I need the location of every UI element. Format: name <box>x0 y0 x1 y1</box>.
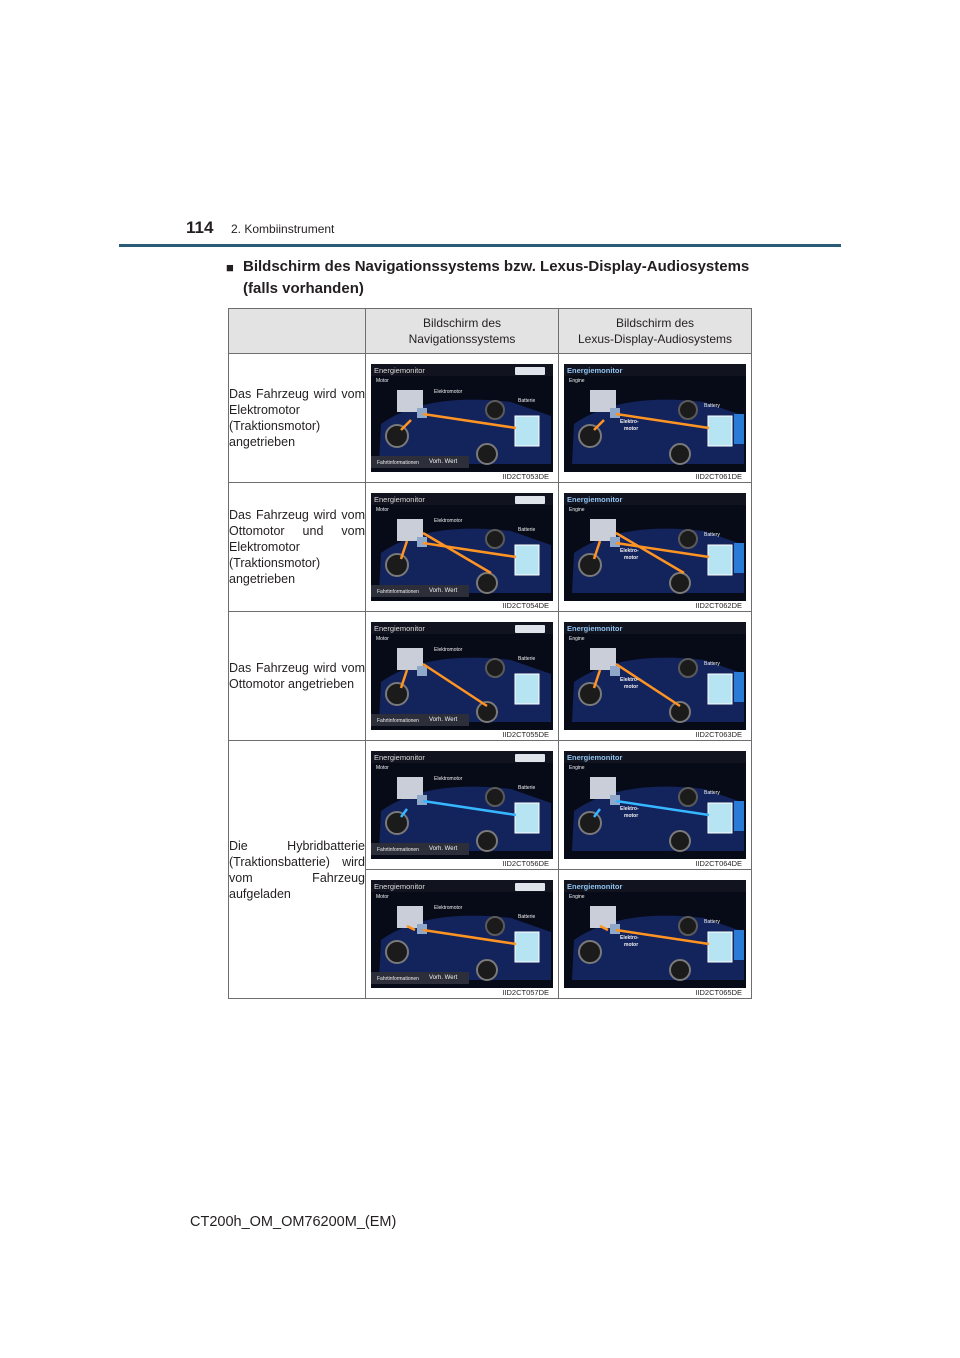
screen-title: Energiemonitor <box>567 366 623 375</box>
previous-value-button: Vorh. Wert <box>429 717 458 723</box>
lexus-energy-monitor-screenshot <box>564 493 746 610</box>
engine-label: Motor <box>376 894 389 900</box>
front-wheel-icon <box>579 941 601 963</box>
side-scroll-tab-icon <box>734 414 744 444</box>
screen-title: Energiemonitor <box>567 624 623 633</box>
image-code: IID2CT053DE <box>502 472 549 481</box>
section-heading-text: Bildschirm des Navigationssystems bzw. Lexus-Display-Audiosystems (falls vorhanden) <box>243 258 750 297</box>
nav-screenshot-cell <box>366 483 559 612</box>
motor-label-line2: motor <box>624 942 639 948</box>
motor-label: Elektromotor <box>434 389 463 395</box>
page-number: 114 <box>186 218 214 237</box>
image-code: IID2CT055DE <box>502 730 549 739</box>
table-header-row <box>229 309 752 354</box>
motor-icon <box>417 795 427 805</box>
document-id-footer: CT200h_OM_OM76200M_(EM) <box>190 1214 397 1230</box>
nav-energy-monitor-screenshot <box>371 751 553 868</box>
motor-icon <box>417 924 427 934</box>
image-code: IID2CT054DE <box>502 601 549 610</box>
header-rule <box>119 244 841 247</box>
front-wheel-icon <box>386 683 408 705</box>
previous-value-button: Vorh. Wert <box>429 588 458 594</box>
table-header-lexus-line2: Lexus-Display-Audiosystems <box>577 332 733 346</box>
lexus-screenshot-cell <box>559 483 752 612</box>
motor-label: Elektromotor <box>434 776 463 782</box>
energy-monitor-graphic <box>564 364 746 472</box>
energy-monitor-graphic <box>371 880 553 988</box>
rear-upper-wheel-icon <box>486 788 504 806</box>
image-code: IID2CT062DE <box>695 601 742 610</box>
motor-icon <box>610 795 620 805</box>
screen-title: Energiemonitor <box>374 495 425 504</box>
image-code: IID2CT065DE <box>695 988 742 997</box>
rear-wheel-icon <box>477 573 497 593</box>
table-header-nav-line1: Bildschirm des <box>422 316 502 330</box>
battery-icon <box>708 545 732 575</box>
rear-upper-wheel-icon <box>679 659 697 677</box>
back-button-icon <box>515 625 545 633</box>
nav-screenshot-cell <box>366 354 559 483</box>
screen-title: Energiemonitor <box>374 882 425 891</box>
screen-title: Energiemonitor <box>374 624 425 633</box>
rear-wheel-icon <box>477 831 497 851</box>
front-wheel-icon <box>386 425 408 447</box>
energy-monitor-graphic <box>371 493 553 601</box>
nav-screenshot-cell <box>366 870 559 999</box>
lexus-energy-monitor-screenshot <box>564 880 746 997</box>
engine-label: Engine <box>569 636 585 642</box>
front-wheel-icon <box>579 554 601 576</box>
motor-icon <box>610 666 620 676</box>
motor-icon <box>417 408 427 418</box>
image-code: IID2CT057DE <box>502 988 549 997</box>
previous-value-button: Vorh. Wert <box>429 846 458 852</box>
battery-icon <box>708 932 732 962</box>
battery-label: Batterie <box>518 914 536 920</box>
nav-screenshot-cell <box>366 741 559 870</box>
table-header-empty <box>229 309 366 354</box>
lexus-energy-monitor-screenshot <box>564 622 746 739</box>
battery-icon <box>708 416 732 446</box>
energy-monitor-graphic <box>564 880 746 988</box>
table-row <box>229 354 752 483</box>
chapter-title: 2. Kombiinstrument <box>231 222 335 236</box>
energy-monitor-graphic <box>564 622 746 730</box>
table-header-nav <box>366 309 559 354</box>
section-heading <box>226 256 766 300</box>
rear-upper-wheel-icon <box>486 401 504 419</box>
screen-title: Energiemonitor <box>567 882 623 891</box>
rear-upper-wheel-icon <box>679 917 697 935</box>
motor-label-line1: Elektro- <box>620 419 639 425</box>
motor-label-line2: motor <box>624 555 639 561</box>
table-row <box>229 741 752 870</box>
row-label: Das Fahrzeug wird vom Ottomotor angetrieben <box>229 612 366 741</box>
battery-icon <box>515 932 539 962</box>
lexus-screenshot-cell <box>559 870 752 999</box>
engine-label: Motor <box>376 765 389 771</box>
rear-upper-wheel-icon <box>486 917 504 935</box>
screen-title: Energiemonitor <box>374 366 425 375</box>
lexus-energy-monitor-screenshot <box>564 751 746 868</box>
energy-monitor-graphic <box>371 751 553 859</box>
back-button-icon <box>515 883 545 891</box>
rear-wheel-icon <box>477 960 497 980</box>
battery-icon <box>708 674 732 704</box>
rear-upper-wheel-icon <box>679 401 697 419</box>
motor-icon <box>610 537 620 547</box>
lexus-screenshot-cell <box>559 612 752 741</box>
energy-monitor-graphic <box>371 364 553 472</box>
engine-label: Motor <box>376 378 389 384</box>
motor-icon <box>417 666 427 676</box>
image-code: IID2CT064DE <box>695 859 742 868</box>
energy-monitor-graphic <box>564 493 746 601</box>
rear-upper-wheel-icon <box>679 788 697 806</box>
table-row <box>229 483 752 612</box>
battery-label: Battery <box>704 919 720 925</box>
energy-monitor-graphic <box>564 751 746 859</box>
motor-icon <box>610 408 620 418</box>
battery-icon <box>515 803 539 833</box>
back-button-icon <box>515 496 545 504</box>
screen-title: Energiemonitor <box>374 753 425 762</box>
lexus-energy-monitor-screenshot <box>564 364 746 481</box>
square-bullet-icon: ■ <box>226 260 234 275</box>
rear-wheel-icon <box>670 960 690 980</box>
front-wheel-icon <box>386 812 408 834</box>
motor-label-line2: motor <box>624 684 639 690</box>
screen-title: Energiemonitor <box>567 753 623 762</box>
battery-icon <box>515 416 539 446</box>
engine-label: Motor <box>376 507 389 513</box>
trip-info-button: Fahrtinformationen <box>377 976 419 982</box>
nav-screenshot-cell <box>366 612 559 741</box>
image-code: IID2CT061DE <box>695 472 742 481</box>
motor-label-line1: Elektro- <box>620 806 639 812</box>
rear-wheel-icon <box>477 444 497 464</box>
table-row <box>229 612 752 741</box>
motor-label-line1: Elektro- <box>620 935 639 941</box>
battery-label: Batterie <box>518 656 536 662</box>
front-wheel-icon <box>579 683 601 705</box>
front-wheel-icon <box>579 425 601 447</box>
battery-label: Battery <box>704 403 720 409</box>
table-header-lexus-line1: Bildschirm des <box>615 316 695 330</box>
row-label: Die Hybridbatterie (Traktionsbatterie) wird vom Fahrzeug aufgeladen <box>229 741 366 999</box>
lexus-screenshot-cell <box>559 741 752 870</box>
motor-label: Elektromotor <box>434 647 463 653</box>
rear-upper-wheel-icon <box>679 530 697 548</box>
lexus-screenshot-cell <box>559 354 752 483</box>
engine-label: Engine <box>569 765 585 771</box>
engine-label: Engine <box>569 894 585 900</box>
battery-label: Battery <box>704 790 720 796</box>
nav-energy-monitor-screenshot <box>371 622 553 739</box>
back-button-icon <box>515 367 545 375</box>
front-wheel-icon <box>386 941 408 963</box>
energy-monitor-graphic <box>371 622 553 730</box>
battery-label: Batterie <box>518 527 536 533</box>
battery-label: Battery <box>704 661 720 667</box>
table-header-nav-line2: Navigationssystems <box>408 332 516 346</box>
side-scroll-tab-icon <box>734 543 744 573</box>
motor-label: Elektromotor <box>434 518 463 524</box>
back-button-icon <box>515 754 545 762</box>
table-header-lexus <box>559 309 752 354</box>
image-code: IID2CT063DE <box>695 730 742 739</box>
engine-label: Engine <box>569 507 585 513</box>
trip-info-button: Fahrtinformationen <box>377 460 419 466</box>
engine-label: Motor <box>376 636 389 642</box>
battery-icon <box>515 674 539 704</box>
battery-label: Battery <box>704 532 720 538</box>
battery-icon <box>515 545 539 575</box>
row-label: Das Fahrzeug wird vom Ottomotor und vom Elektromotor (Traktionsmotor) angetrieben <box>229 483 366 612</box>
row-label: Das Fahrzeug wird vom Elektromotor (Traktionsmotor) angetrieben <box>229 354 366 483</box>
side-scroll-tab-icon <box>734 672 744 702</box>
motor-label-line2: motor <box>624 426 639 432</box>
energy-monitor-table <box>228 308 752 999</box>
nav-energy-monitor-screenshot <box>371 880 553 997</box>
battery-icon <box>708 803 732 833</box>
image-code: IID2CT056DE <box>502 859 549 868</box>
previous-value-button: Vorh. Wert <box>429 975 458 981</box>
motor-icon <box>610 924 620 934</box>
nav-energy-monitor-screenshot <box>371 493 553 610</box>
trip-info-button: Fahrtinformationen <box>377 847 419 853</box>
motor-label-line2: motor <box>624 813 639 819</box>
engine-label: Engine <box>569 378 585 384</box>
motor-label-line1: Elektro- <box>620 548 639 554</box>
motor-label-line1: Elektro- <box>620 677 639 683</box>
previous-value-button: Vorh. Wert <box>429 459 458 465</box>
trip-info-button: Fahrtinformationen <box>377 718 419 724</box>
battery-label: Batterie <box>518 398 536 404</box>
screen-title: Energiemonitor <box>567 495 623 504</box>
nav-energy-monitor-screenshot <box>371 364 553 481</box>
trip-info-button: Fahrtinformationen <box>377 589 419 595</box>
rear-wheel-icon <box>670 831 690 851</box>
rear-wheel-icon <box>670 573 690 593</box>
side-scroll-tab-icon <box>734 930 744 960</box>
front-wheel-icon <box>386 554 408 576</box>
motor-icon <box>417 537 427 547</box>
motor-label: Elektromotor <box>434 905 463 911</box>
battery-label: Batterie <box>518 785 536 791</box>
rear-upper-wheel-icon <box>486 659 504 677</box>
rear-upper-wheel-icon <box>486 530 504 548</box>
side-scroll-tab-icon <box>734 801 744 831</box>
front-wheel-icon <box>579 812 601 834</box>
rear-wheel-icon <box>670 444 690 464</box>
